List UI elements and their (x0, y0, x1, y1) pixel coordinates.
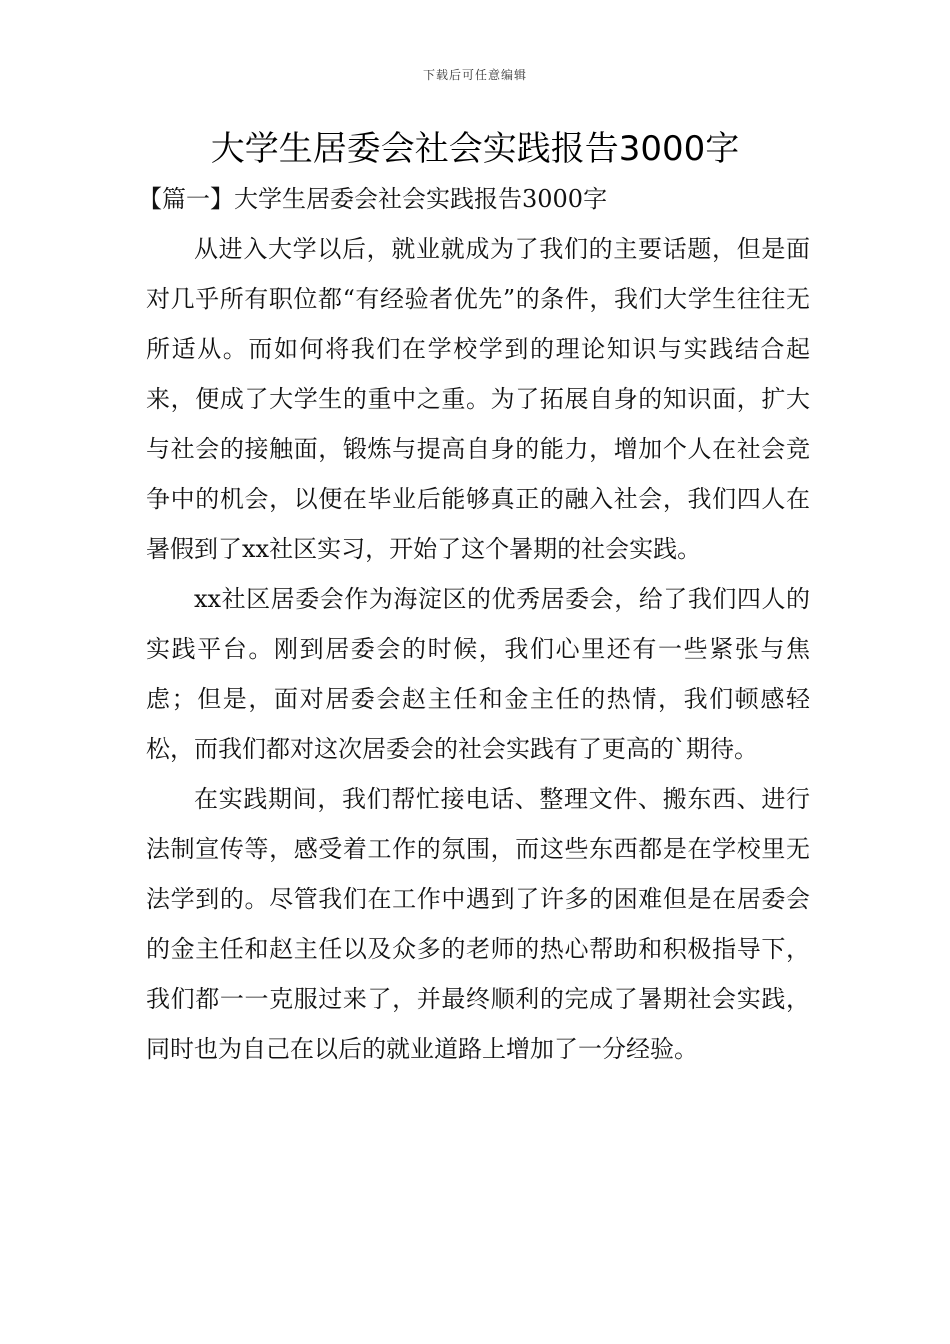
section-heading: 【篇一】大学生居委会社会实践报告3000字 (138, 185, 608, 213)
paragraph-2: xx社区居委会作为海淀区的优秀居委会，给了我们四人的实践平台。刚到居委会的时候，我们心里还有一些紧张与焦虑；但是，面对居委会赵主任和金主任的热情，我们顿感轻松，而我们都对这次居委会的社会实践有了更高的`期待。 (146, 585, 810, 763)
document-title: 大学生居委会社会实践报告3000字 (210, 129, 740, 169)
paragraph-3: 在实践期间，我们帮忙接电话、整理文件、搬东西、进行法制宣传等，感受着工作的氛围，而这些东西都是在学校里无法学到的。尽管我们在工作中遇到了许多的困难但是在居委会的金主任和赵主任以及众多的老师的热心帮助和积极指导下，我们都一一克服过来了，并最终顺利的完成了暑期社会实践，同时也为自己在以后的就业道路上增加了一分经验。 (146, 785, 810, 1063)
header-note: 下载后可任意编辑 (422, 68, 527, 82)
paragraph-1: 从进入大学以后，就业就成为了我们的主要话题，但是面对几乎所有职位都“有经验者优先”的条件，我们大学生往往无所适从。而如何将我们在学校学到的理论知识与实践结合起来，便成了大学生的重中之重。为了拓展自身的知识面，扩大与社会的接触面，锻炼与提高自身的能力，增加个人在社会竞争中的机会，以便在毕业后能够真正的融入社会，我们四人在暑假到了xx社区实习，开始了这个暑期的社会实践。 (146, 235, 810, 563)
document-body (138, 174, 810, 1074)
